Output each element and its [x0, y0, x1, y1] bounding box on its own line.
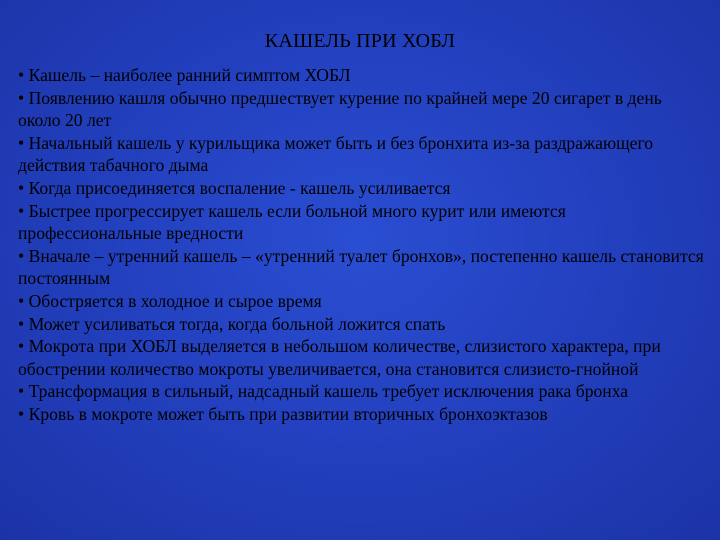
bullet-item [18, 177, 708, 200]
bullet-item [18, 200, 708, 245]
bullet-marker: • [18, 381, 25, 402]
bullet-text: Вначале – утренний кашель – «утренний туалет бронхов», постепенно кашель становится постоянным [18, 245, 704, 289]
bullet-item [18, 313, 708, 336]
bullet-text: Трансформация в сильный, надсадный кашель требует исключения рака бронха [28, 381, 629, 402]
bullet-marker: • [18, 403, 25, 424]
bullet-text: Когда присоединяется воспаление - кашель усиливается [28, 177, 451, 198]
bullet-list [18, 64, 708, 426]
bullet-marker: • [18, 200, 25, 221]
bullet-marker: • [18, 132, 25, 153]
bullet-marker: • [18, 290, 25, 311]
bullet-text: Кровь в мокроте может быть при развитии вторичных бронхоэктазов [28, 403, 548, 424]
bullet-item [18, 403, 708, 426]
bullet-marker: • [18, 87, 25, 108]
bullet-marker: • [18, 177, 25, 198]
bullet-item [18, 132, 708, 177]
bullet-item [18, 245, 708, 290]
slide-title: КАШЕЛЬ ПРИ ХОБЛ [264, 30, 456, 52]
bullet-text: Может усиливаться тогда, когда больной ложится спать [28, 313, 446, 334]
bullet-text: Появлению кашля обычно предшествует курение по крайней мере 20 сигарет в день около 20 лет [18, 87, 662, 131]
bullet-marker: • [18, 313, 25, 334]
bullet-item [18, 380, 708, 403]
bullet-text: Начальный кашель у курильщика может быть и без бронхита из-за раздражающего действия табачного дыма [18, 132, 654, 176]
bullet-marker: • [18, 65, 25, 85]
bullet-text: Обостряется в холодное и сырое время [28, 290, 322, 311]
bullet-text: Быстрее прогрессирует кашель если больной много курит или имеются профессиональные вредности [18, 200, 566, 244]
bullet-item [18, 64, 708, 87]
bullet-item [18, 87, 708, 132]
bullet-text: Кашель – наиболее ранний симптом ХОБЛ [28, 65, 351, 85]
bullet-text: Мокрота при ХОБЛ выделяется в небольшом количестве, слизистого характера, при обострении количество мокроты увеличивается, она становится слизисто-гнойной [18, 336, 661, 379]
bullet-marker: • [18, 336, 25, 357]
bullet-item [18, 335, 708, 380]
bullet-marker: • [18, 245, 25, 266]
bullet-item [18, 290, 708, 313]
